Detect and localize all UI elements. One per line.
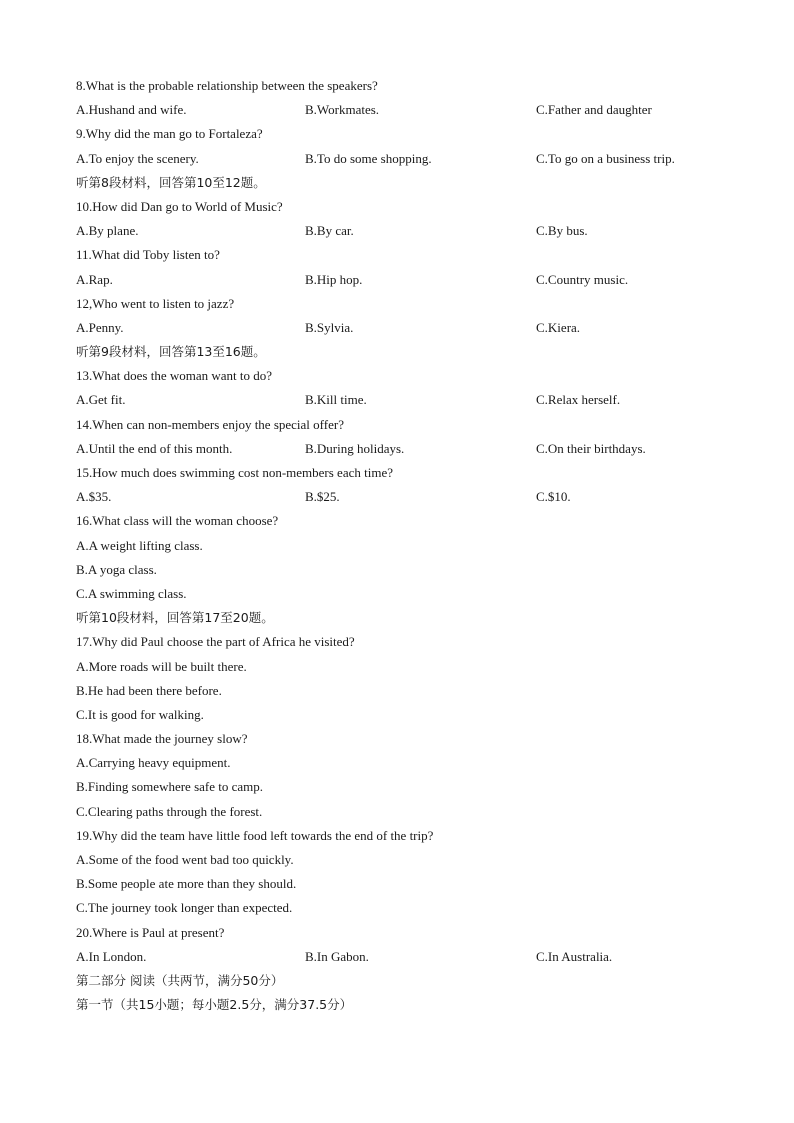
question-text: 14.When can non-members enjoy the special offer? xyxy=(76,416,344,432)
answer-option-b: B.To do some shopping. xyxy=(305,150,432,166)
question-text: 10.How did Dan go to World of Music? xyxy=(76,198,283,214)
answer-option-c: C.By bus. xyxy=(536,223,588,239)
section-instruction: 听第8段材料，回答第10至12题。 xyxy=(76,174,266,190)
answer-option-c: C.In Australia. xyxy=(536,948,613,964)
question-text: B.Finding somewhere safe to camp. xyxy=(76,779,264,795)
question-text: 20.Where is Paul at present? xyxy=(76,924,225,940)
answer-option-c: C.On their birthdays. xyxy=(536,440,646,456)
question-text: 19.Why did the team have little food left towards the end of the trip? xyxy=(76,827,434,843)
question-text: 16.What class will the woman choose? xyxy=(76,513,279,529)
question-text: 18.What made the journey slow? xyxy=(76,731,248,747)
question-text: 8.What is the probable relationship between the speakers? xyxy=(76,78,378,93)
answer-options-row xyxy=(76,485,736,509)
section-instruction: 听第9段材料，回答第13至16题。 xyxy=(76,344,266,360)
section-instruction: 第二部分 阅读（共两节，满分50分） xyxy=(76,972,284,988)
question-text: B.A yoga class. xyxy=(76,561,157,577)
answer-option-a: A.Get fit. xyxy=(76,392,126,408)
question-text: C.The journey took longer than expected. xyxy=(76,900,293,916)
answer-option-c: C.Father and daughter xyxy=(536,102,652,118)
question-text: 15.How much does swimming cost non-members each time? xyxy=(76,465,393,480)
question-text: C.Clearing paths through the forest. xyxy=(76,803,263,819)
answer-option-c: C.$10. xyxy=(536,489,571,505)
answer-option-b: B.$25. xyxy=(305,489,340,505)
answer-option-b: B.Workmates. xyxy=(305,102,380,118)
question-text: 13.What does the woman want to do? xyxy=(76,368,273,384)
answer-option-c: C.Kiera. xyxy=(536,319,581,335)
answer-option-c: C.Country music. xyxy=(536,271,629,287)
question-text: A.More roads will be built there. xyxy=(76,658,247,674)
answer-option-a: A.Rap. xyxy=(76,271,113,287)
answer-option-a: A.Penny. xyxy=(76,319,124,335)
answer-option-a: A.$35. xyxy=(76,489,112,505)
answer-options-row xyxy=(76,268,736,292)
answer-option-a: A.Until the end of this month. xyxy=(76,440,233,456)
question-text: B.Some people ate more than they should. xyxy=(76,876,297,892)
answer-option-b: B.Sylvia. xyxy=(305,319,354,335)
answer-options-row xyxy=(76,219,736,243)
answer-option-a: A.In London. xyxy=(76,948,147,964)
answer-option-a: A.To enjoy the scenery. xyxy=(76,150,199,166)
answer-options-row xyxy=(76,316,736,340)
answer-options-row xyxy=(76,147,736,171)
answer-options-row xyxy=(76,98,736,122)
answer-option-c: C.To go on a business trip. xyxy=(536,150,675,166)
answer-option-b: B.During holidays. xyxy=(305,440,405,456)
answer-option-a: A.By plane. xyxy=(76,223,139,239)
question-text: B.He had been there before. xyxy=(76,682,222,698)
question-text: A.Carrying heavy equipment. xyxy=(76,755,231,771)
question-text: C.It is good for walking. xyxy=(76,706,204,722)
question-text: 17.Why did Paul choose the part of Africa he visited? xyxy=(76,634,355,650)
answer-option-b: B.Hip hop. xyxy=(305,271,363,287)
exam-content xyxy=(76,74,736,1017)
answer-option-b: B.In Gabon. xyxy=(305,948,369,964)
question-text: 12,Who went to listen to jazz? xyxy=(76,295,235,311)
answer-options-row xyxy=(76,388,736,412)
question-text: A.A weight lifting class. xyxy=(76,537,203,553)
question-text: A.Some of the food went bad too quickly. xyxy=(76,852,294,867)
question-text: 11.What did Toby listen to? xyxy=(76,247,220,263)
answer-options-row xyxy=(76,945,736,969)
section-instruction: 第一节（共15小题；每小题2.5分，满分37.5分） xyxy=(76,997,353,1013)
answer-option-c: C.Relax herself. xyxy=(536,392,621,408)
section-instruction: 听第10段材料，回答第17至20题。 xyxy=(76,610,274,626)
answer-option-b: B.By car. xyxy=(305,223,354,239)
answer-options-row xyxy=(76,437,736,461)
answer-option-b: B.Kill time. xyxy=(305,392,367,408)
answer-option-a: A.Hushand and wife. xyxy=(76,102,187,118)
question-text: C.A swimming class. xyxy=(76,585,187,601)
question-text: 9.Why did the man go to Fortaleza? xyxy=(76,126,263,142)
